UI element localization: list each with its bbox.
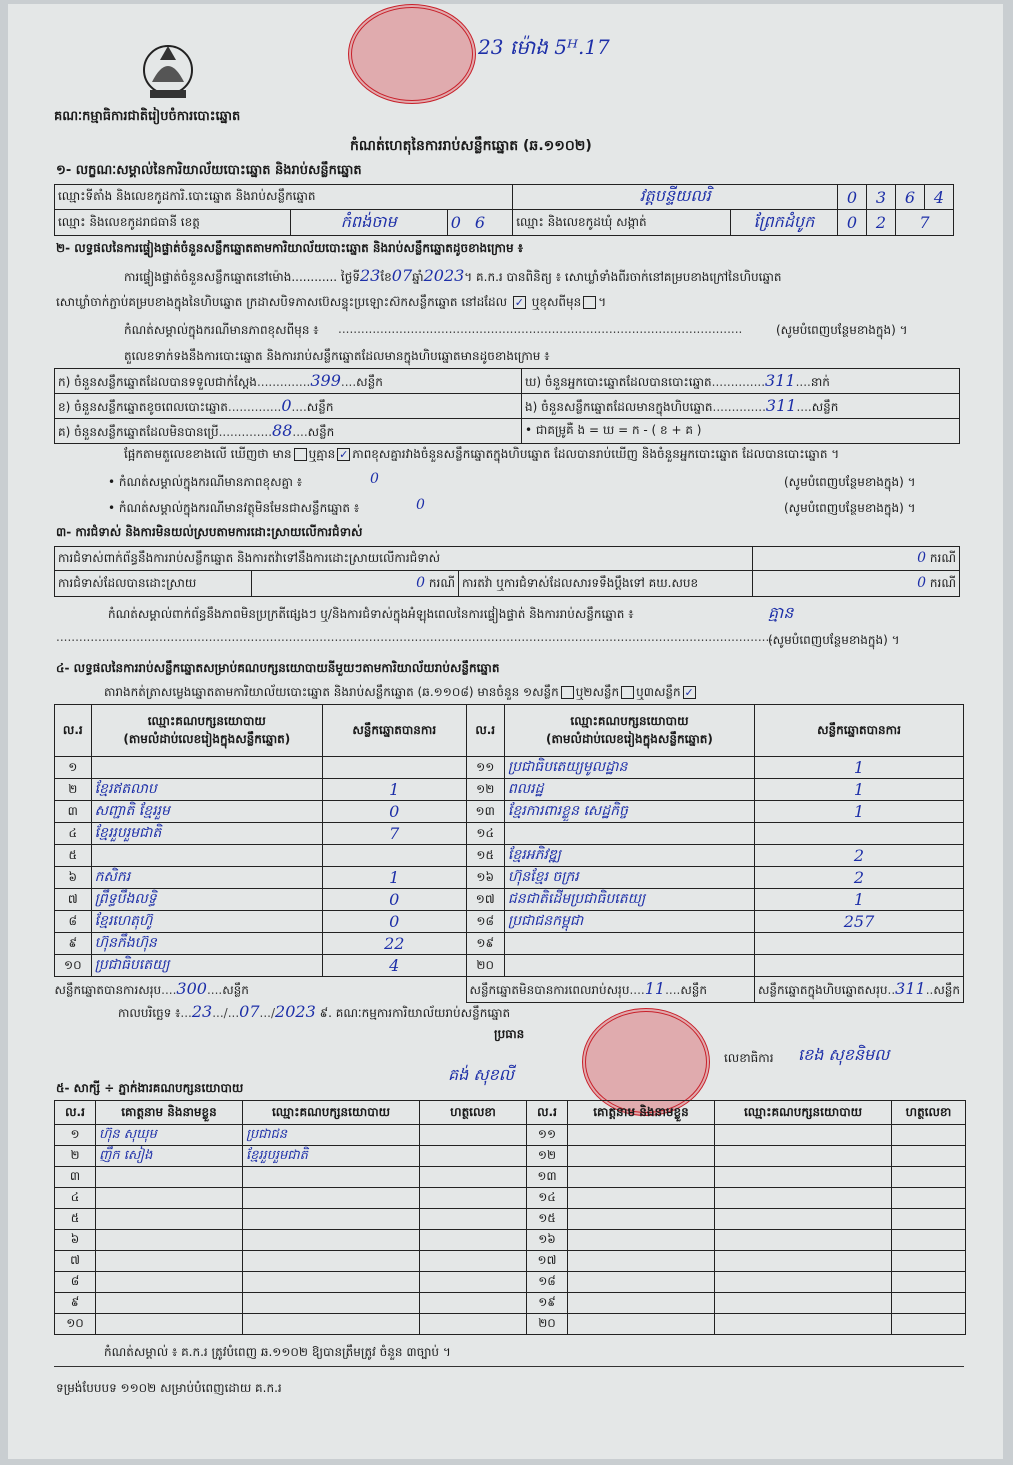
witness-name: [96, 1167, 243, 1188]
col-party: ឈ្មោះគណបក្សនយោបាយ (តាមលំដាប់លេខរៀងក្នុងសន្លឹកឆ្នោត): [504, 705, 754, 757]
section-5-heading: ៥- សាក្សី ÷ ភ្នាក់ងារគណបក្សនយោបាយ: [56, 1081, 244, 1095]
party-votes: 0: [323, 801, 467, 823]
party-name: ជនជាតិដើមប្រជាធិបតេយ្យ: [504, 889, 754, 911]
witness-name: [96, 1209, 243, 1230]
party-no: ៦: [55, 867, 92, 889]
witness-party: [243, 1314, 420, 1335]
party-row: [55, 955, 964, 977]
bullet-difference-hint: (សូមបំពេញបន្ថែមខាងក្នុង) ។: [784, 475, 916, 489]
document-title: កំណត់ហេតុនៃការរាប់សន្លឹកឆ្នោត (ឆ.១១០២): [350, 138, 592, 154]
witness-party: [243, 1251, 420, 1272]
party-name: ហ៊ុនកឹងហ៊ុន: [91, 933, 322, 955]
witness-party: [243, 1167, 420, 1188]
party-name: សញ្ជាតិ ខ្មែររួម: [91, 801, 322, 823]
party-votes: [755, 933, 964, 955]
witness-row: ៧ ១៧: [55, 1251, 966, 1272]
commune-value: ព្រែកដំបូក: [730, 210, 837, 236]
figure-right: ង) ចំនួនសន្លឹកឆ្នោតដែលមានក្នុងហិបឆ្នោត..............311....សន្លឹក: [522, 394, 960, 419]
national-emblem-icon: [138, 40, 198, 106]
witness-row: ១ ហ៊ុន សុឃុម ប្រជាជន ១១: [55, 1125, 966, 1146]
witness-row: ៥ ១៥: [55, 1209, 966, 1230]
difference-note-label: កំណត់សម្គាល់ក្នុងករណីមានភាពខុសពីមុន ៖: [124, 323, 319, 337]
station-code-digit: 3: [867, 185, 896, 210]
figure-left: ក) ចំនួនសន្លឹកឆ្នោតដែលបានទទួលជាក់ស្តែង..............399....សន្លឹក: [55, 369, 522, 394]
witness-row: ៩ ១៩: [55, 1293, 966, 1314]
party-name: ព្រឹទ្ធបឹងលទ្ធិ: [91, 889, 322, 911]
party-votes: 7: [323, 823, 467, 845]
difference-note-hint: (សូមបំពេញបន្ថែមខាងក្នុង) ។: [776, 323, 908, 337]
verify-day: 23: [359, 266, 381, 285]
official-stamp-top: [348, 4, 476, 104]
figure-row: [55, 369, 960, 394]
party-no: ៥: [55, 845, 92, 867]
party-no: ១៦: [466, 867, 504, 889]
witness-name: [96, 1230, 243, 1251]
party-votes: 1: [755, 779, 964, 801]
col-party: ឈ្មោះគណបក្សនយោបាយ (តាមលំដាប់លេខរៀងក្នុងសន្លឹកឆ្នោត): [91, 705, 322, 757]
witness-signature: [420, 1125, 527, 1146]
complaints-row-value: 0 ករណី: [753, 547, 960, 571]
party-name: ខ្មែរការពារខ្លួន សេដ្ឋកិច្ច: [504, 801, 754, 823]
party-no: ១៧: [466, 889, 504, 911]
commune-code-digit: 7: [896, 210, 954, 236]
appeals-value: 0 ករណី: [753, 571, 960, 597]
party-no: ៤: [55, 823, 92, 845]
witness-name: [96, 1251, 243, 1272]
witness-party: [243, 1272, 420, 1293]
secretary-label: លេខាធិការ: [724, 1051, 774, 1065]
commune-code-digit: 2: [867, 210, 896, 236]
irregularities-note-hint: (សូមបំពេញបន្ថែមខាងក្នុង) ។: [768, 633, 900, 647]
party-votes: [755, 955, 964, 977]
party-no: ១៩: [466, 933, 504, 955]
party-results-table: [54, 704, 964, 1003]
no-difference-checkbox[interactable]: ✓: [339, 448, 349, 461]
three-sheets-checkbox[interactable]: ✓: [684, 686, 694, 699]
party-no: ២០: [466, 955, 504, 977]
party-name: [504, 933, 754, 955]
party-name: កសិករ: [91, 867, 322, 889]
party-votes: [323, 757, 467, 779]
party-name: ប្រជាធិបតេយ្យ: [91, 955, 322, 977]
figure-row: [55, 394, 960, 419]
figure-left: គ) ចំនួនសន្លឹកឆ្នោតដែលមិនបានប្រើ..............88....សន្លឹក: [55, 419, 522, 444]
witness-row: ២ ញឹក សៀង ខ្មែររួបរួមជាតិ ១២: [55, 1146, 966, 1167]
section-1-heading: ១- លក្ខណៈសម្គាល់នៃការិយាល័យបោះឆ្នោត និងរាប់សន្លឹកឆ្នោត: [56, 163, 362, 178]
resolved-value: 0 ករណី: [252, 571, 459, 597]
party-votes: 1: [755, 757, 964, 779]
province-value: កំពង់ចាម: [290, 210, 447, 236]
bullet-difference-label: • កំណត់សម្គាល់ក្នុងករណីមានភាពខុសគ្នា ៖: [108, 475, 303, 489]
witness-party: ខ្មែររួបរួមជាតិ: [243, 1146, 420, 1167]
party-votes: [755, 823, 964, 845]
party-votes: 2: [755, 867, 964, 889]
station-code-digit: 0: [838, 185, 867, 210]
has-difference-checkbox[interactable]: [294, 448, 307, 461]
bullet-difference-value: 0: [370, 471, 379, 487]
party-name: ខ្មែរឥតលាប: [91, 779, 322, 801]
witness-name: [96, 1272, 243, 1293]
station-code-digit: 6: [896, 185, 925, 210]
box-total: 311: [895, 979, 926, 998]
col-votes: សន្លឹកឆ្នោតបានការ: [755, 705, 964, 757]
party-row: [55, 823, 964, 845]
secretary-signature-name: ខេង សុខនិមល: [798, 1045, 890, 1064]
party-votes: 2: [755, 845, 964, 867]
witness-party: [243, 1230, 420, 1251]
figure-right: ឃ) ចំនួនអ្នកបោះឆ្នោតដែលបានបោះឆ្នោត..............311....នាក់: [522, 369, 960, 394]
party-name: [504, 955, 754, 977]
witness-signature: [420, 1272, 527, 1293]
chair-signature-name: គង់ សុខលី: [448, 1065, 515, 1084]
party-no: ៣: [55, 801, 92, 823]
witness-row: ៤ ១៤: [55, 1188, 966, 1209]
figure-left: ខ) ចំនួនសន្លឹកឆ្នោតខូចពេលបោះឆ្នោត..............0....សន្លឹក: [55, 394, 522, 419]
bullet-foreign-object-hint: (សូមបំពេញបន្ថែមខាងក្នុង) ។: [784, 501, 916, 515]
one-sheet-checkbox[interactable]: [561, 686, 574, 699]
comparison-line: ផ្អែកតាមតួលេខខាងលើ ឃើញថា មាន ឬគ្មាន ✓ ភាពខុសគ្នារវាងចំនួនសន្លឹកឆ្នោតក្នុងហិបឆ្នោត ដែលបានរាប់ឃើញ និងចំនួនអ្នកបោះឆ្នោត ដែលបានបោះឆ្នោត ។: [124, 447, 840, 461]
ballot-count-record-page: គណៈកម្មាធិការជាតិរៀបចំការបោះឆ្នោត 23 ម៉ោង 5ᵸ.17 កំណត់ហេតុនៃការរាប់សន្លឹកឆ្នោត (ឆ.១១០២) ១- លក្ខណៈសម្គាល់នៃការិយាល័យបោះឆ្នោត និងរាប់សន្លឹកឆ្នោត ឈ្មោះទីតាំង និងលេខកូដការិ.បោះឆ្នោត និងរាប់សន្លឹកឆ្នោត វត្តបន្ទីយលរិ 0 3 6 4 ឈ្មោះ និងលេខកូដរាជធានី ខេត្ត កំពង់ចាម 0 6 ឈ្មោះ និងលេខកូដឃុំ សង្កាត់ ព្រែកដំបូក 0 2 7 ២- លទ្ធផលនៃការផ្ទៀងផ្ទាត់ចំនួនសន្លឹកឆ្នោតតាមការិយាល័យបោះឆ្នោត និងរាប់សន្លឹកឆ្នោតដូចខាងក្រោម ៖ ការផ្ទៀងផ្ទាត់ចំនួនសន្លឹកឆ្នោតនៅម៉ោង............ ថ្ងៃទី23ខែ07ឆ្នាំ2023។ គ.ក.រ បានពិនិត្យ ៖ សោឃ្លាំទាំងពីរចាក់នៅគម្របខាងក្រៅនៃហិបឆ្នោត សោឃ្លាំចាក់ភ្ជាប់គម្របខាងក្នុងនៃហិបឆ្នោត ក្រដាសបិទភាសប៊េសន្ទុះប្រឡោះស៊កសន្លឹកឆ្នោត នៅដដែល ✓ ឬខុសពីមុន ។ កំណត់សម្គាល់ក្នុងករណីមានភាពខុសពីមុន ៖ .......................................................................................................... (សូមបំពេញបន្ថែមខាងក្នុង) ។ តួលេខទាក់ទងនឹងការបោះឆ្នោត និងការរាប់សន្លឹកឆ្នោតដែលមានក្នុងហិបឆ្នោតមានដូចខាងក្រោម ៖ ក) ចំនួនសន្លឹកឆ្នោតដែលបានទទួលជាក់ស្តែង..............399....សន្លឹក ឃ) ចំនួនអ្នកបោះឆ្នោតដែលបានបោះឆ្នោត..............311....នាក់ ខ) ចំនួនសន្លឹកឆ្នោតខូចពេលបោះឆ្នោត..............0....សន្លឹក ង) ចំនួនសន្លឹកឆ្នោតដែលមានក្នុងហិបឆ្នោត..............311....សន្លឹក គ) ចំនួនសន្លឹកឆ្នោតដែលមិនបានប្រើ..............88....សន្លឹក • ជាគម្រូគឺ ង = ឃ = ក - ( ខ + គ ) ផ្អែកតាមតួលេខខាងលើ ឃើញថា មាន ឬគ្មាន ✓ ភាពខុសគ្នារវាងចំនួនសន្លឹកឆ្នោតក្នុងហិបឆ្នោត ដែលបានរាប់ឃើញ និងចំនួនអ្នកបោះឆ្នោត ដែលបានបោះឆ្នោត ។ • កំណត់សម្គាល់ក្នុងករណីមានភាពខុសគ្នា ៖ 0 (សូមបំពេញបន្ថែមខាងក្នុង) ។ • កំណត់សម្គាល់ក្នុងករណីមានវត្ថុមិនមែនជាសន្លឹកឆ្នោត ៖ 0 (សូមបំពេញបន្ថែមខាងក្នុង) ។ ៣- ការជំទាស់ និងការមិនយល់ស្របតាមការដោះស្រាយលើការជំទាស់ ការជំទាស់ពាក់ព័ន្ធនឹងការរាប់សន្លឹកឆ្នោត និងការតវ៉ាទៅនឹងការដោះស្រាយលើការជំទាស់ 0 ករណី ការជំទាស់ដែលបានដោះស្រាយ 0 ករណី ការតវ៉ា ឬការជំទាស់ដែលសារទទឹងប្តឹងទៅ គឃ.សបខ 0 ករណី កំណត់សម្គាល់ពាក់ព័ន្ធនឹងភាពមិនប្រក្រតីផ្សេងៗ ឬ/និងការជំទាស់ក្នុងអំឡុងពេលនៃការផ្ទៀងផ្ទាត់ និងការរាប់សន្លឹកឆ្នោត ៖ គ្មាន ............................................................................................................................................................................................ (សូមបំពេញបន្ថែមខាងក្នុង) ។ ៤- លទ្ធផលនៃការរាប់សន្លឹកឆ្នោតសម្រាប់គណបក្សនយោបាយនីមួយៗតាមការិយាល័យរាប់សន្លឹកឆ្នោត តារាងកត់ត្រាសម្លេងឆ្នោតតាមការិយាល័យបោះឆ្នោត និងរាប់សន្លឹកឆ្នោត (ឆ.១១០៨) មានចំនួន ១សន្លឹក ឬ២សន្លឹក ឬ៣សន្លឹក ✓ ល.រ ឈ្មោះគណបក្សនយោបាយ (តាមលំដាប់លេខរៀងក្នុងសន្លឹកឆ្នោត) សន្លឹកឆ្នោតបានការ ល.រ ឈ្មោះគណបក្សនយោបាយ (តាមលំដាប់លេខរៀងក្នុងសន្លឹកឆ្នោត) សន្លឹកឆ្នោតបានការ ១ ១១ ប្រជាធិបតេយ្យមូលដ្ឋាន 1 ២ ខ្មែរឥតលាប 1 ១២ ពលរដ្ឋ 1 ៣ សញ្ជាតិ ខ្មែររួម 0 ១៣ ខ្មែរការពារខ្លួន សេដ្ឋកិច្ច 1 ៤ ខ្មែររួបរួមជាតិ 7 ១៤ ៥ ១៥ ខ្មែរអភិវឌ្ឍ 2 ៦ កសិករ 1 ១៦ ហ៊ុនខ្មែរ ចក្ររ 2 ៧ ព្រឹទ្ធបឹងលទ្ធិ 0 ១៧ ជនជាតិដើមប្រជាធិបតេយ្យ 1 ៨ ខ្មែរហេតុហ៊ូ 0 ១៨ ប្រជាជនកម្ពុជា 257 ៩ ហ៊ុនកឹងហ៊ុន 22 ១៩ ១០ ប្រជាធិបតេយ្យ 4 ២០ សន្លឹកឆ្នោតបានការសរុប....300....សន្លឹក សន្លឹកឆ្នោតមិនបានការពេលរាប់សរុប....11....សន្លឹក សន្លឹកឆ្នោតក្នុងហិបឆ្នោតសរុប..311..សន្លឹក កាលបរិច្ឆេទ ៖...23.../...07.../2023 ៩. គណៈកម្មការការិយាល័យរាប់សន្លឹកឆ្នោត ប្រធាន គង់ សុខលី លេខាធិការ ខេង សុខនិមល ៥- សាក្សី ÷ ភ្នាក់ងារគណបក្សនយោបាយ ល.រ គោត្តនាម និងនាមខ្លួន ឈ្មោះគណបក្សនយោបាយ ហត្ថលេខា ល.រ គោត្តនាម និងនាមខ្លួន ឈ្មោះគណបក្សនយោបាយ ហត្ថលេខា ១ ហ៊ុន សុឃុម ប្រជាជន ១១ ២ ញឹក សៀង ខ្មែររួបរួមជាតិ ១២ ៣ ១៣ ៤ ១៤ ៥ ១៥ ៦ ១៦ ៧ ១៧ ៨ ១៨ ៩ ១៩ ១០ ២០ កំណត់សម្គាល់ ៖ គ.ក.រ ត្រូវបំពេញ ឆ.១១០២ ឱ្យបានត្រឹមត្រូវ ចំនួន ៣ច្បាប់ ។ ទម្រង់បែបបទ ១១០២ សម្រាប់បំពេញដោយ គ.ក.រ: [8, 4, 1003, 1459]
party-no: ១២: [466, 779, 504, 801]
ballot-figures-table: [54, 368, 960, 444]
complaints-table: [54, 546, 960, 597]
party-no: ១០: [55, 955, 92, 977]
handwritten-time-note: 23 ម៉ោង 5ᵸ.17: [478, 35, 610, 59]
two-sheets-checkbox[interactable]: [621, 686, 634, 699]
party-votes: 1: [755, 889, 964, 911]
totals-left: សន្លឹកឆ្នោតបានការសរុប....300....សន្លឹក: [54, 979, 249, 999]
witness-name: [96, 1293, 243, 1314]
party-name: ប្រជាធិបតេយ្យមូលដ្ឋាន: [504, 757, 754, 779]
party-name: [91, 757, 322, 779]
witness-signature: [420, 1251, 527, 1272]
tally-sheet-count: តារាងកត់ត្រាសម្លេងឆ្នោតតាមការិយាល័យបោះឆ្នោត និងរាប់សន្លឹកឆ្នោត (ឆ.១១០៨) មានចំនួន ១សន្លឹក ឬ២សន្លឹក ឬ៣សន្លឹក ✓: [104, 685, 694, 699]
witness-signature: [420, 1293, 527, 1314]
commune-code-digit: 0: [838, 210, 867, 236]
verify-month: 07: [391, 266, 413, 285]
witness-signature: [420, 1314, 527, 1335]
totals-mid: សន្លឹកឆ្នោតមិនបានការពេលរាប់សរុប....11....សន្លឹក: [466, 977, 754, 1003]
witness-signature: [420, 1146, 527, 1167]
party-row: [55, 933, 964, 955]
witness-row: ៨ ១៨: [55, 1272, 966, 1293]
party-name: ខ្មែរអភិវឌ្ឍ: [504, 845, 754, 867]
complaints-row-label: ការជំទាស់ពាក់ព័ន្ធនឹងការរាប់សន្លឹកឆ្នោត និងការតវ៉ាទៅនឹងការដោះស្រាយលើការជំទាស់: [55, 547, 753, 571]
irregularities-note-value: គ្មាន: [768, 603, 794, 622]
verify-year: 2023: [423, 266, 465, 285]
witness-row: ១០ ២០: [55, 1314, 966, 1335]
verification-line-2: សោឃ្លាំចាក់ភ្ជាប់គម្របខាងក្នុងនៃហិបឆ្នោត ក្រដាសបិទភាសប៊េសន្ទុះប្រឡោះស៊កសន្លឹកឆ្នោត នៅដដែល ✓ ឬខុសពីមុន ។: [56, 295, 607, 309]
station-code-digit: 4: [925, 185, 954, 210]
party-name: ពលរដ្ឋ: [504, 779, 754, 801]
section-3-heading: ៣- ការជំទាស់ និងការមិនយល់ស្របតាមការដោះស្រាយលើការជំទាស់: [56, 525, 363, 539]
party-no: ២: [55, 779, 92, 801]
station-name-label: ឈ្មោះទីតាំង និងលេខកូដការិ.បោះឆ្នោត និងរាប់សន្លឹកឆ្នោត: [55, 185, 513, 210]
witness-party: [243, 1293, 420, 1314]
valid-total: 300: [176, 979, 207, 999]
col-no: ល.រ: [466, 705, 504, 757]
party-votes: 1: [323, 867, 467, 889]
witness-signature: [420, 1188, 527, 1209]
station-identity-table: [54, 184, 954, 236]
footnote: កំណត់សម្គាល់ ៖ គ.ក.រ ត្រូវបំពេញ ឆ.១១០២ ឱ្យបានត្រឹមត្រូវ ចំនួន ៣ច្បាប់ ។: [104, 1345, 451, 1359]
province-code: 0 6: [447, 210, 513, 236]
witness-row: ៦ ១៦: [55, 1230, 966, 1251]
witness-signature: [420, 1167, 527, 1188]
party-name: [504, 823, 754, 845]
party-name: [91, 845, 322, 867]
chair-label: ប្រធាន: [494, 1027, 525, 1041]
party-row: [55, 845, 964, 867]
province-label: ឈ្មោះ និងលេខកូដរាជធានី ខេត្ត: [55, 210, 291, 236]
party-no: ១១: [466, 757, 504, 779]
witness-name: [96, 1314, 243, 1335]
col-no: ល.រ: [55, 705, 92, 757]
committee-name: គណៈកម្មាធិការជាតិរៀបចំការបោះឆ្នោត: [54, 109, 241, 124]
witness-name: [96, 1188, 243, 1209]
witness-signature: [420, 1209, 527, 1230]
party-votes: 1: [755, 801, 964, 823]
party-votes: 1: [323, 779, 467, 801]
different-checkbox[interactable]: [583, 296, 596, 309]
party-name: ប្រជាជនកម្ពុជា: [504, 911, 754, 933]
same-checkbox[interactable]: ✓: [514, 296, 525, 309]
party-no: ១៣: [466, 801, 504, 823]
party-row: [55, 911, 964, 933]
party-row: [55, 779, 964, 801]
witness-party: ប្រជាជន: [243, 1125, 420, 1146]
report-date: កាលបរិច្ឆេទ ៖...23.../...07.../2023 ៩. គណៈកម្មការការិយាល័យរាប់សន្លឹកឆ្នោត: [118, 1002, 511, 1021]
col-votes: សន្លឹកឆ្នោតបានការ: [323, 705, 467, 757]
party-no: ៩: [55, 933, 92, 955]
party-row: [55, 867, 964, 889]
witness-name: ហ៊ុន សុឃុម: [96, 1125, 243, 1146]
section-2-heading: ២- លទ្ធផលនៃការផ្ទៀងផ្ទាត់ចំនួនសន្លឹកឆ្នោតតាមការិយាល័យបោះឆ្នោត និងរាប់សន្លឹកឆ្នោតដូចខាងក្រោម ៖: [56, 241, 524, 255]
party-votes: 257: [755, 911, 964, 933]
section-4-heading: ៤- លទ្ធផលនៃការរាប់សន្លឹកឆ្នោតសម្រាប់គណបក្សនយោបាយនីមួយៗតាមការិយាល័យរាប់សន្លឹកឆ្នោត: [56, 661, 500, 675]
party-votes: [323, 845, 467, 867]
resolved-label: ការជំទាស់ដែលបានដោះស្រាយ: [55, 571, 252, 597]
party-name: ខ្មែររួបរួមជាតិ: [91, 823, 322, 845]
party-no: ១៨: [466, 911, 504, 933]
party-name: ហ៊ុនខ្មែរ ចក្ររ: [504, 867, 754, 889]
party-votes: 0: [323, 889, 467, 911]
witness-table: ល.រ គោត្តនាម និងនាមខ្លួន ឈ្មោះគណបក្សនយោបាយ ហត្ថលេខា ល.រ គោត្តនាម និងនាមខ្លួន ឈ្មោះគណបក្សនយោបាយ ហត្ថលេខា ១ ហ៊ុន សុឃុម ប្រជាជន ១១ ២ ញឹក សៀង ខ្មែររួបរួមជាតិ ១២ ៣ ១៣ ៤ ១៤ ៥ ១៥ ៦ ១៦ ៧ ១៧ ៨ ១៨ ៩ ១៩ ១០ ២០: [54, 1100, 966, 1335]
party-votes: 22: [323, 933, 467, 955]
invalid-total: 11: [644, 979, 666, 998]
party-row: [55, 757, 964, 779]
bullet-foreign-object-label: • កំណត់សម្គាល់ក្នុងករណីមានវត្ថុមិនមែនជាសន្លឹកឆ្នោត ៖: [108, 501, 360, 515]
party-row: [55, 801, 964, 823]
irregularities-note-label: កំណត់សម្គាល់ពាក់ព័ន្ធនឹងភាពមិនប្រក្រតីផ្សេងៗ ឬ/និងការជំទាស់ក្នុងអំឡុងពេលនៃការផ្ទៀងផ្ទាត់ និងការរាប់សន្លឹកឆ្នោត ៖: [108, 607, 634, 621]
party-no: ១៤: [466, 823, 504, 845]
witness-name: ញឹក សៀង: [96, 1146, 243, 1167]
verification-line-1: ការផ្ទៀងផ្ទាត់ចំនួនសន្លឹកឆ្នោតនៅម៉ោង............ ថ្ងៃទី23ខែ07ឆ្នាំ2023។ គ.ក.រ បានពិនិត្យ ៖ សោឃ្លាំទាំងពីរចាក់នៅគម្របខាងក្រៅនៃហិបឆ្នោត: [124, 266, 782, 285]
station-name-value: វត្តបន្ទីយលរិ: [513, 185, 838, 210]
figure-row: [55, 419, 960, 444]
party-votes: 0: [323, 911, 467, 933]
figures-intro: តួលេខទាក់ទងនឹងការបោះឆ្នោត និងការរាប់សន្លឹកឆ្នោតដែលមានក្នុងហិបឆ្នោតមានដូចខាងក្រោម ៖: [124, 349, 550, 363]
witness-signature: [420, 1230, 527, 1251]
appeals-label: ការតវ៉ា ឬការជំទាស់ដែលសារទទឹងប្តឹងទៅ គឃ.សបខ: [459, 571, 753, 597]
form-note: ទម្រង់បែបបទ ១១០២ សម្រាប់បំពេញដោយ គ.ក.រ: [56, 1381, 282, 1395]
commune-label: ឈ្មោះ និងលេខកូដឃុំ សង្កាត់: [513, 210, 731, 236]
witness-party: [243, 1209, 420, 1230]
party-name: ខ្មែរហេតុហ៊ូ: [91, 911, 322, 933]
party-row: [55, 889, 964, 911]
party-no: ១: [55, 757, 92, 779]
party-no: ៧: [55, 889, 92, 911]
totals-right: សន្លឹកឆ្នោតក្នុងហិបឆ្នោតសរុប..311..សន្លឹក: [755, 977, 964, 1003]
party-no: ៨: [55, 911, 92, 933]
figure-right: • ជាគម្រូគឺ ង = ឃ = ក - ( ខ + គ ): [522, 419, 960, 444]
party-votes: 4: [323, 955, 467, 977]
bullet-foreign-object-value: 0: [416, 497, 425, 513]
party-no: ១៥: [466, 845, 504, 867]
witness-row: ៣ ១៣: [55, 1167, 966, 1188]
witness-party: [243, 1188, 420, 1209]
